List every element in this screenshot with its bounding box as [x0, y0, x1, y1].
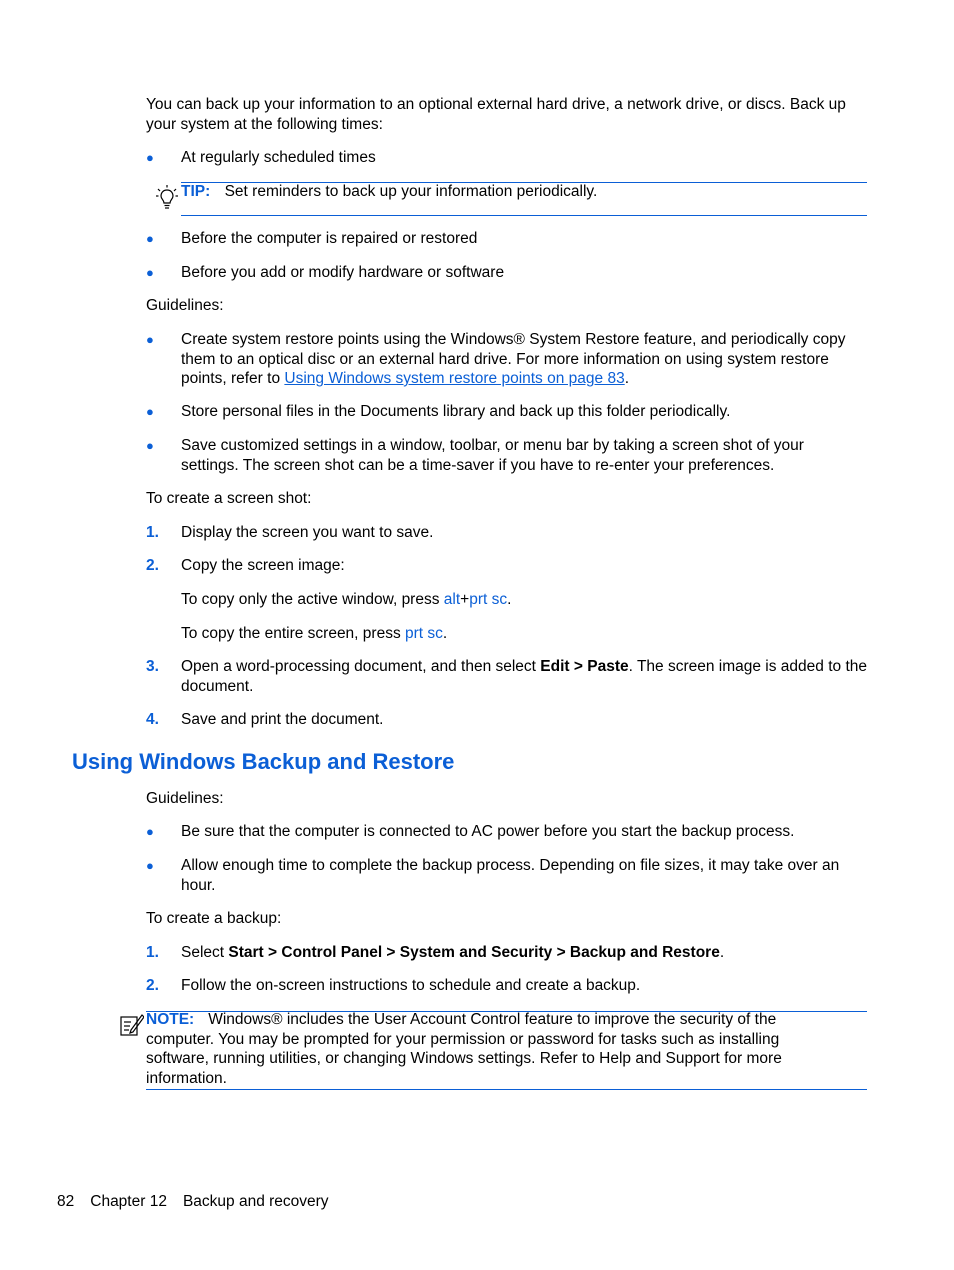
screenshot-step-2: Copy the screen image: — [181, 557, 345, 574]
guideline-1-period: . — [624, 370, 630, 387]
backup-step-1-text: Select — [181, 944, 229, 961]
edit-paste-command: Edit > Paste — [540, 658, 629, 675]
note-bottom-rule — [146, 1089, 867, 1090]
tip-bottom-rule — [181, 215, 867, 216]
screenshot-intro: To create a screen shot: — [146, 490, 312, 507]
copy-entire-text: To copy the entire screen, press — [181, 625, 406, 642]
bullet-icon: ● — [146, 438, 154, 453]
guideline-item-2: Store personal files in the Documents library and back up this folder periodically. — [181, 403, 731, 420]
key-alt: alt — [443, 591, 461, 608]
key-prt-sc: prt sc — [405, 625, 443, 642]
guideline-item-1 — [181, 330, 871, 389]
backup-step-2: Follow the on-screen instructions to schedule and create a backup. — [181, 977, 641, 994]
tip-text: Set reminders to back up your information periodically. — [224, 183, 598, 200]
backup-intro: To create a backup: — [146, 910, 282, 927]
backup-guidelines-label: Guidelines: — [146, 790, 224, 807]
step-number: 2. — [146, 557, 159, 574]
screenshot-step-4: Save and print the document. — [181, 711, 384, 728]
guidelines-label: Guidelines: — [146, 297, 224, 314]
step-number: 1. — [146, 944, 159, 961]
backup-path: Start > Control Panel > System and Security > Backup and Restore — [228, 944, 720, 961]
plus-sign: + — [460, 591, 470, 608]
copy-active-window — [181, 590, 871, 610]
restore-points-link[interactable]: Using Windows system restore points on page 83 — [284, 370, 625, 387]
period: . — [442, 625, 448, 642]
guideline-item-3: Save customized settings in a window, toolbar, or menu bar by taking a screen shot of your settings. The screen shot can be a time-saver if you have to re-enter your preferences. — [181, 437, 804, 474]
note-label: NOTE: — [146, 1011, 195, 1028]
tip-label: TIP: — [181, 183, 211, 200]
page-footer — [57, 1192, 345, 1211]
screenshot-step-1: Display the screen you want to save. — [181, 524, 434, 541]
step-number: 3. — [146, 658, 159, 675]
note-box — [146, 1010, 826, 1088]
step-3-text: Open a word-processing document, and then select — [181, 658, 541, 675]
backup-step-1 — [181, 943, 871, 963]
time-item-1: At regularly scheduled times — [181, 149, 376, 166]
copy-entire-screen — [181, 624, 871, 644]
section-heading: Using Windows Backup and Restore — [72, 749, 455, 774]
bullet-icon: ● — [146, 858, 154, 873]
bullet-icon: ● — [146, 231, 154, 246]
footer-chapter: Chapter 12 — [90, 1193, 167, 1210]
bullet-icon: ● — [146, 265, 154, 280]
step-number: 4. — [146, 711, 159, 728]
screenshot-step-3 — [181, 657, 871, 696]
backup-guideline-1: Be sure that the computer is connected to AC power before you start the backup process. — [181, 823, 795, 840]
bullet-icon: ● — [146, 150, 154, 165]
period: . — [719, 944, 725, 961]
bullet-icon: ● — [146, 404, 154, 419]
time-item-3: Before you add or modify hardware or software — [181, 264, 505, 281]
note-text: Windows® includes the User Account Control feature to improve the security of the computer. You may be prompted for your permission or password for tasks such as installing software, running utilities, or changing Windows settings. Refer to Help and Support for more information. — [146, 1011, 782, 1087]
step-number: 2. — [146, 977, 159, 994]
backup-guideline-2: Allow enough time to complete the backup process. Depending on file sizes, it may take over an hour. — [181, 857, 840, 894]
step-3-text-after: . The screen image is added to the document. — [181, 658, 867, 695]
step-number: 1. — [146, 524, 159, 541]
bullet-icon: ● — [146, 824, 154, 839]
bullet-icon: ● — [146, 332, 154, 347]
guideline-1-text: Create system restore points using the Windows® System Restore feature, and periodically copy them to an optical disc or an external hard drive. For more information on using system restore points, refer to — [181, 331, 846, 387]
footer-title: Backup and recovery — [182, 1193, 329, 1210]
tip-box — [181, 182, 597, 202]
copy-active-text: To copy only the active window, press — [181, 591, 444, 608]
intro-paragraph: You can back up your information to an optional external hard drive, a network drive, or discs. Back up your system at the following times: — [146, 96, 846, 133]
lightbulb-icon — [155, 184, 179, 215]
note-icon — [118, 1012, 144, 1043]
period: . — [507, 591, 512, 608]
page-number: 82 — [57, 1193, 75, 1210]
time-item-2: Before the computer is repaired or restored — [181, 230, 478, 247]
key-prt-sc: prt sc — [469, 591, 508, 608]
